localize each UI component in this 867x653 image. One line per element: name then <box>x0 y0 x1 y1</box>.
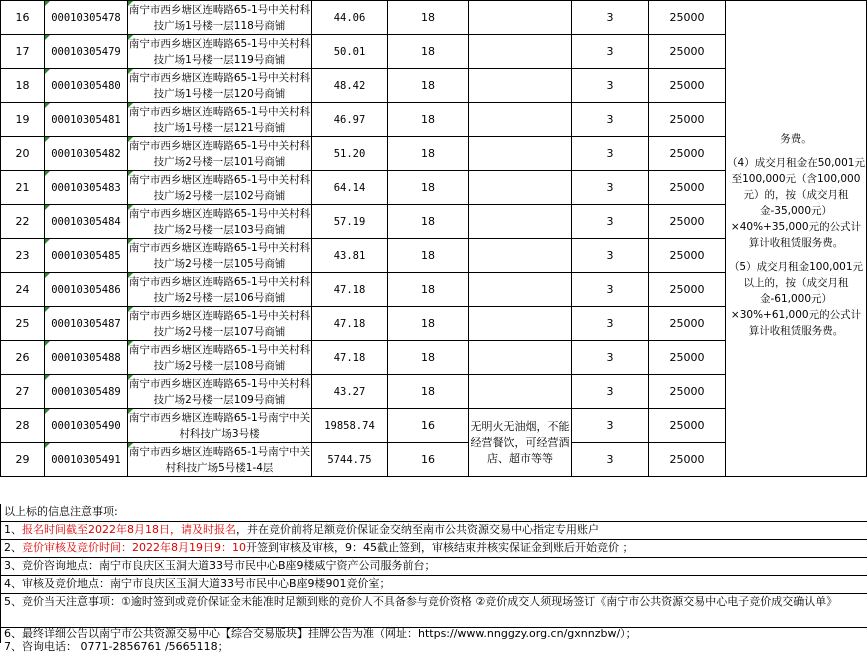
cell-price[interactable]: 25000 <box>649 239 726 273</box>
cell-no[interactable]: 25 <box>1 307 45 341</box>
cell-code[interactable]: 00010305488 <box>45 341 128 375</box>
cell-no[interactable]: 16 <box>1 1 45 35</box>
cell-term[interactable]: 18 <box>388 137 469 171</box>
cell-use-empty[interactable] <box>469 239 572 273</box>
note-1-prefix: 1、 <box>4 523 22 536</box>
cell-price[interactable]: 25000 <box>649 35 726 69</box>
note-2-prefix: 2、 <box>4 541 22 554</box>
cell-area[interactable]: 47.18 <box>312 273 388 307</box>
cell-use-empty[interactable] <box>469 1 572 35</box>
cell-bidders[interactable]: 3 <box>572 205 649 239</box>
cell-use-empty[interactable] <box>469 69 572 103</box>
note-6: 6、最终详细公告以南宁市公共资源交易中心【综合交易版块】挂牌公告为准（网址：https://www.nnggzy.org.cn/gxnnzbw/）； <box>4 627 637 640</box>
cell-code[interactable]: 00010305483 <box>45 171 128 205</box>
cell-area[interactable]: 48.42 <box>312 69 388 103</box>
cell-price[interactable]: 25000 <box>649 171 726 205</box>
note-1-text: ，并在竞价前将足额竞价保证金交纳至南市公共资源交易中心指定专用账户 <box>236 523 599 536</box>
note-2-highlight: 竞价审核及竞价时间：2022年8月19日9：10 <box>22 541 246 554</box>
cell-code[interactable]: 00010305480 <box>45 69 128 103</box>
cell-address[interactable]: 南宁市西乡塘区连畴路65-1号中关村科技广场2号楼一层103号商铺 <box>128 205 312 239</box>
cell-no[interactable]: 29 <box>1 443 45 477</box>
cell-area[interactable]: 43.81 <box>312 239 388 273</box>
cell-use-empty[interactable] <box>469 307 572 341</box>
cell-code[interactable]: 00010305486 <box>45 273 128 307</box>
cell-no[interactable]: 18 <box>1 69 45 103</box>
cell-price[interactable]: 25000 <box>649 137 726 171</box>
note-7: 7、咨询电话： 0771-2856761 /5665118； <box>4 640 229 653</box>
cell-bidders[interactable]: 3 <box>572 307 649 341</box>
cell-code[interactable]: 00010305485 <box>45 239 128 273</box>
cell-area[interactable]: 47.18 <box>312 307 388 341</box>
cell-term[interactable]: 18 <box>388 341 469 375</box>
fee-text-0: 务费。 <box>780 132 812 145</box>
cell-area[interactable]: 64.14 <box>312 171 388 205</box>
cell-use-empty[interactable] <box>469 137 572 171</box>
cell-no[interactable]: 22 <box>1 205 45 239</box>
cell-price[interactable]: 25000 <box>649 69 726 103</box>
cell-address[interactable]: 南宁市西乡塘区连畴路65-1号中关村科技广场1号楼一层121号商铺 <box>128 103 312 137</box>
cell-area[interactable]: 50.01 <box>312 35 388 69</box>
note-3: 3、竞价咨询地点：南宁市良庆区玉洞大道33号市民中心B座9楼威宁资产公司服务前台； <box>4 559 436 572</box>
cell-price[interactable]: 25000 <box>649 273 726 307</box>
cell-bidders[interactable]: 3 <box>572 69 649 103</box>
cell-area[interactable]: 5744.75 <box>312 443 388 477</box>
cell-area[interactable]: 43.27 <box>312 375 388 409</box>
note-4: 4、审核及竞价地点：南宁市良庆区玉洞大道33号市民中心B座9楼901竞价室； <box>4 577 391 590</box>
cell-term[interactable]: 16 <box>388 409 469 443</box>
cell-address[interactable]: 南宁市西乡塘区连畴路65-1号中关村科技广场2号楼一层101号商铺 <box>128 137 312 171</box>
cell-price[interactable]: 25000 <box>649 409 726 443</box>
cell-price[interactable]: 25000 <box>649 1 726 35</box>
cell-code[interactable]: 00010305484 <box>45 205 128 239</box>
cell-code[interactable]: 00010305478 <box>45 1 128 35</box>
cell-bidders[interactable]: 3 <box>572 239 649 273</box>
cell-area[interactable]: 57.19 <box>312 205 388 239</box>
cell-no[interactable]: 23 <box>1 239 45 273</box>
cell-no[interactable]: 21 <box>1 171 45 205</box>
cell-code[interactable]: 00010305490 <box>45 409 128 443</box>
cell-price[interactable]: 25000 <box>649 307 726 341</box>
notes-header: 以上标的信息注意事项: <box>4 505 118 518</box>
cell-bidders[interactable]: 3 <box>572 1 649 35</box>
table-row <box>1 1 867 35</box>
cell-code[interactable]: 00010305482 <box>45 137 128 171</box>
cell-price[interactable]: 25000 <box>649 375 726 409</box>
cell-no[interactable]: 17 <box>1 35 45 69</box>
cell-address[interactable]: 南宁市西乡塘区连畴路65-1号中关村科技广场2号楼一层108号商铺 <box>128 341 312 375</box>
cell-code[interactable]: 00010305479 <box>45 35 128 69</box>
cell-bidders[interactable]: 3 <box>572 35 649 69</box>
cell-no[interactable]: 28 <box>1 409 45 443</box>
cell-no[interactable]: 19 <box>1 103 45 137</box>
cell-code[interactable]: 00010305489 <box>45 375 128 409</box>
cell-address[interactable]: 南宁市西乡塘区连畴路65-1号中关村科技广场2号楼一层107号商铺 <box>128 307 312 341</box>
cell-term[interactable]: 18 <box>388 205 469 239</box>
cell-code[interactable]: 00010305491 <box>45 443 128 477</box>
cell-price[interactable]: 25000 <box>649 341 726 375</box>
notes-section <box>0 504 867 653</box>
cell-area[interactable]: 47.18 <box>312 341 388 375</box>
cell-term[interactable]: 18 <box>388 1 469 35</box>
note-2 <box>4 540 864 556</box>
cell-use-empty[interactable] <box>469 35 572 69</box>
cell-bidders[interactable]: 3 <box>572 273 649 307</box>
cell-use-empty[interactable] <box>469 171 572 205</box>
cell-bidders[interactable]: 3 <box>572 341 649 375</box>
cell-code[interactable]: 00010305487 <box>45 307 128 341</box>
cell-use-empty[interactable] <box>469 103 572 137</box>
cell-use-empty[interactable] <box>469 205 572 239</box>
cell-no[interactable]: 27 <box>1 375 45 409</box>
cell-area[interactable]: 19858.74 <box>312 409 388 443</box>
cell-bidders[interactable]: 3 <box>572 409 649 443</box>
cell-address[interactable]: 南宁市西乡塘区连畴路65-1号南宁中关村科技广场3号楼 <box>128 409 312 443</box>
cell-price[interactable]: 25000 <box>649 443 726 477</box>
cell-address[interactable]: 南宁市西乡塘区连畴路65-1号中关村科技广场1号楼一层118号商铺 <box>128 1 312 35</box>
cell-fee-note[interactable] <box>726 1 867 477</box>
cell-code[interactable]: 00010305481 <box>45 103 128 137</box>
cell-address[interactable]: 南宁市西乡塘区连畴路65-1号中关村科技广场2号楼一层102号商铺 <box>128 171 312 205</box>
cell-use-empty[interactable] <box>469 273 572 307</box>
cell-term[interactable]: 18 <box>388 273 469 307</box>
cell-term[interactable]: 18 <box>388 69 469 103</box>
fee-text-2: （5）成交月租金100,001元以上的，按（成交月租金-61,000元）×30%+61,000元的公式计算计收租赁服务费。 <box>728 260 864 337</box>
cell-term[interactable]: 18 <box>388 35 469 69</box>
cell-address[interactable]: 南宁市西乡塘区连畴路65-1号中关村科技广场1号楼一层119号商铺 <box>128 35 312 69</box>
cell-area[interactable]: 51.20 <box>312 137 388 171</box>
cell-term[interactable]: 16 <box>388 443 469 477</box>
cell-term[interactable]: 18 <box>388 171 469 205</box>
cell-address[interactable]: 南宁市西乡塘区连畴路65-1号中关村科技广场2号楼一层105号商铺 <box>128 239 312 273</box>
cell-use-empty[interactable] <box>469 341 572 375</box>
cell-bidders[interactable]: 3 <box>572 443 649 477</box>
cell-address[interactable]: 南宁市西乡塘区连畴路65-1号南宁中关村科技广场5号楼1-4层 <box>128 443 312 477</box>
note-5: 5、竞价当天注意事项：①逾时签到或竞价保证金未能准时足额到账的竞价人不具备参与竞价资格 ②竞价成交人须现场签订《南宁市公共资源交易中心电子竞价成交确认单》 <box>4 595 838 608</box>
cell-bidders[interactable]: 3 <box>572 375 649 409</box>
note-1 <box>4 522 864 538</box>
note-2-text: 开签到审核及审核，9：45截止签到，审核结束并核实保证金到账后开始竞价 ； <box>245 541 634 554</box>
cell-bidders[interactable]: 3 <box>572 137 649 171</box>
cell-use-note[interactable]: 无明火无油烟，不能经营餐饮，可经营酒店、超市等等 <box>469 409 572 477</box>
cell-address[interactable]: 南宁市西乡塘区连畴路65-1号中关村科技广场2号楼一层109号商铺 <box>128 375 312 409</box>
cell-term[interactable]: 18 <box>388 103 469 137</box>
cell-price[interactable]: 25000 <box>649 103 726 137</box>
cell-no[interactable]: 26 <box>1 341 45 375</box>
cell-price[interactable]: 25000 <box>649 205 726 239</box>
note-1-highlight: 报名时间截至2022年8月18日，请及时报名 <box>22 523 236 536</box>
cell-area[interactable]: 44.06 <box>312 1 388 35</box>
cell-term[interactable]: 18 <box>388 307 469 341</box>
cell-no[interactable]: 24 <box>1 273 45 307</box>
cell-bidders[interactable]: 3 <box>572 103 649 137</box>
cell-use-empty[interactable] <box>469 375 572 409</box>
cell-address[interactable]: 南宁市西乡塘区连畴路65-1号中关村科技广场1号楼一层120号商铺 <box>128 69 312 103</box>
cell-term[interactable]: 18 <box>388 239 469 273</box>
cell-address[interactable]: 南宁市西乡塘区连畴路65-1号中关村科技广场2号楼一层106号商铺 <box>128 273 312 307</box>
cell-no[interactable]: 20 <box>1 137 45 171</box>
cell-area[interactable]: 46.97 <box>312 103 388 137</box>
cell-term[interactable]: 18 <box>388 375 469 409</box>
cell-bidders[interactable]: 3 <box>572 171 649 205</box>
fee-text-1: （4）成交月租金在50,001元至100,000元（含100,000元）的，按（成交月租金-35,000元）×40%+35,000元的公式计算计收租赁服务费。 <box>727 156 865 249</box>
